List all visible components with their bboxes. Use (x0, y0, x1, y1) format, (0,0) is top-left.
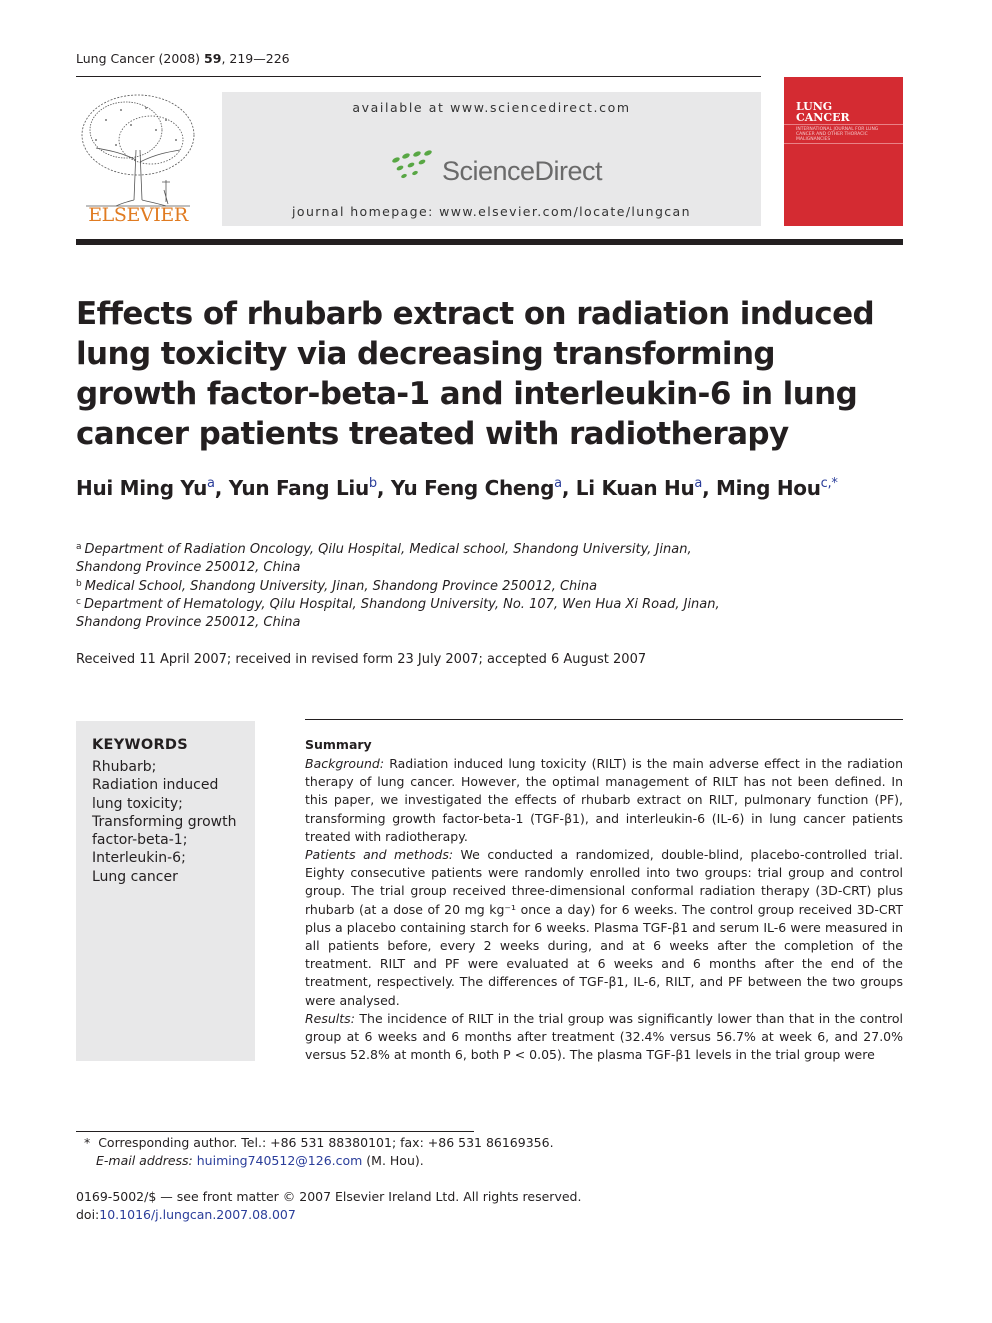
author: Yun Fang Liu$^b$, (228, 476, 391, 500)
copyright-footer: 0169-5002/$ — see front matter © 2007 Elsevier Ireland Ltd. All rights reserved. doi:10.1016/j.lungcan.2007.08.007 (76, 1189, 582, 1222)
footnote-rule (76, 1131, 474, 1132)
keyword: Rhubarb; (92, 759, 157, 775)
keyword: factor-beta-1; (92, 832, 188, 849)
keywords-box (76, 721, 255, 1061)
author-affiliation-link[interactable]: b (368, 476, 377, 491)
journal-citation: Lung Cancer (2008) 59, 219—226 (76, 51, 290, 66)
sciencedirect-dots-icon (390, 150, 440, 182)
keyword: Interleukin-6; (92, 850, 186, 867)
keyword: lung toxicity; (92, 795, 183, 812)
elsevier-logo (76, 90, 200, 228)
author-affiliation-link[interactable]: a (694, 476, 703, 491)
received-dates: Received 11 April 2007; received in revised form 23 July 2007; accepted 6 August 2007 (76, 652, 647, 667)
author: Ming Hou$^{c,*}$ (716, 476, 838, 500)
journal-homepage-text: journal homepage: www.elsevier.com/locate/lungcan (292, 204, 691, 219)
abstract-results: Results: The incidence of RILT in the trial group was significantly lower than that in the control group at 6 weeks and 6 months after treatment (32.4% versus 56.7% at week 6, and 27.0% versus 52.8% at month 6, both P < 0.05). The plasma TGF-β1 levels in the trial group were (305, 1010, 903, 1063)
summary-rule (305, 719, 903, 720)
article-title: Effects of rhubarb extract on radiation induced lung toxicity via decreasing transforming growth factor-beta-1 and interleukin-6 in lung cancer patients treated with radiotherapy (76, 296, 875, 452)
cover-divider (784, 143, 903, 144)
header-top-rule (76, 76, 761, 77)
abstract-text (305, 755, 903, 1064)
available-at-text: available at www.sciencedirect.com (352, 100, 631, 115)
keyword: Radiation induced (92, 777, 219, 794)
author: Yu Feng Cheng$^a$, (390, 476, 576, 500)
doi-link[interactable]: 10.1016/j.lungcan.2007.08.007 (99, 1207, 296, 1222)
abstract-methods: Patients and methods: We conducted a randomized, double-blind, placebo-controlled trial. Eighty consecutive patients were randomly enrolled into two groups: trial group and control group. The trial group received three-dimensional conformal radiation therapy (3D-CRT) plus rhubarb (at a dose of 20 mg kg⁻¹ once a day) for 6 weeks. The control group received 3D-CRT plus a placebo containing starch for 6 weeks. Plasma TGF-β1 and serum IL-6 were measured in all patients before, every 2 weeks during, and at 6 weeks after the completion of the treatment. RILT and PF were evaluated at 6 weeks and 6 months after the end of the treatment, respectively. The differences of TGF-β1, IL-6, RILT, and PF between the two groups were analysed. (305, 847, 903, 1008)
keyword: Lung cancer (92, 868, 178, 885)
sciencedirect-wordmark: ScienceDirect (442, 156, 603, 186)
cover-title: LUNG CANCER (796, 100, 850, 124)
email-link[interactable]: huiming740512@126.com (196, 1153, 363, 1168)
cover-subtitle: INTERNATIONAL JOURNAL FOR LUNG CANCER AND OTHER THORACIC MALIGNANCIES (796, 127, 879, 142)
author: Hui Ming Yu$^a$, (76, 476, 229, 500)
author-affiliation-link[interactable]: a (554, 476, 562, 491)
cover-divider (784, 124, 903, 125)
affiliation: $^a$ Department of Radiation Oncology, Qilu Hospital, Medical school, Shandong University, Jinan, Shandong Province 250012, China (76, 542, 692, 575)
abstract-background: Background: Radiation induced lung toxicity (RILT) is the main adverse effect in the radiation therapy of lung cancer. However, the optimal management of RILT has not been defined. In this paper, we investigated the effects of rhubarb extract on RILT, pulmonary function (PF), transforming growth factor-beta-1 (TGF-β1), and interleukin-6 (IL-6) in lung cancer patients treated with radiotherapy. (305, 756, 903, 844)
journal-cover (784, 77, 903, 226)
affiliation: $^b$ Medical School, Shandong University, Jinan, Shandong Province 250012, China (76, 579, 598, 594)
header-rule (76, 239, 903, 245)
summary-heading: Summary (305, 737, 372, 752)
elsevier-wordmark: ELSEVIER (88, 204, 188, 226)
sciencedirect-banner (222, 92, 761, 226)
author: Li Kuan Hu$^a$, (575, 476, 717, 500)
affiliation: $^c$ Department of Hematology, Qilu Hospital, Shandong University, No. 107, Wen Hua Xi Road, Jinan, Shandong Province 250012, China (76, 597, 720, 630)
keywords-list (92, 758, 252, 886)
corresponding-author-footnote: * Corresponding author. Tel.: +86 531 88380101; fax: +86 531 86169356. E-mail address: huiming740512@126.com (M. Hou). (84, 1135, 554, 1168)
keyword: Transforming growth (92, 813, 237, 830)
author-list (76, 476, 838, 500)
keywords-heading: KEYWORDS (92, 737, 189, 753)
author-affiliation-link[interactable]: c,* (820, 476, 838, 491)
author-affiliation-link[interactable]: a (207, 476, 215, 491)
